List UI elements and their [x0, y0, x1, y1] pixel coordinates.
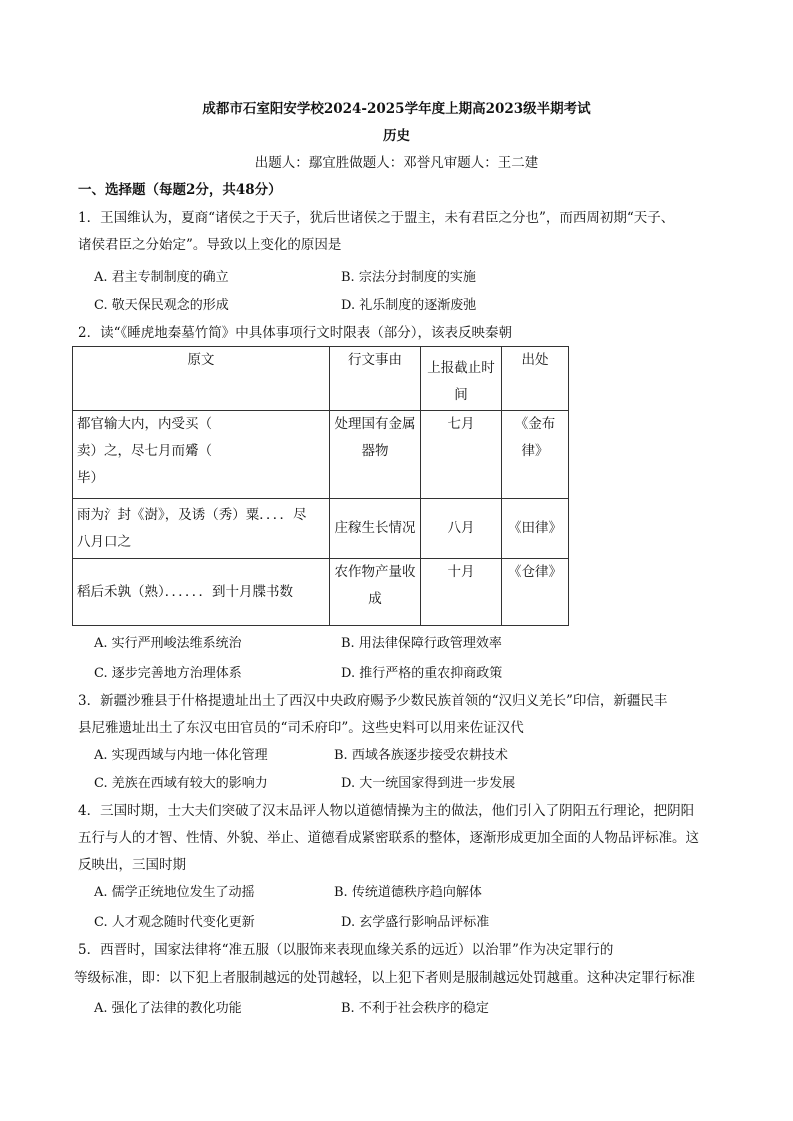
table-cell-reason: 庄稼生长情况 [330, 499, 421, 559]
q2-option-d: D. 推行严格的重农抑商政策 [341, 666, 503, 681]
cell-line: 毕） [77, 470, 104, 486]
q1-stem-line1: 1．王国维认为，夏商“诸侯之于天子，犹后世诸侯之于盟主，未有君臣之分也”，而西周初期“天子、 [78, 210, 675, 226]
table-header-cell [421, 347, 502, 411]
q4-stem-line2: 五行与人的才智、性情、外貌、举止、道德看成紧密联系的整体，逐渐形成更加全面的人物品评标准。这 [78, 830, 699, 846]
exam-title: 成都市石室阳安学校2024-2025学年度上期高2023级半期考试 [202, 101, 591, 117]
table-cell-source: 《田律》 [502, 499, 569, 559]
table-cell-text: 稻后禾孰（熟）．．．．．．到十月牒书数 [73, 559, 330, 626]
cell-line: 器物 [361, 443, 389, 459]
table-cell-deadline: 七月 [421, 411, 502, 499]
table-cell-source: 《仓律》 [502, 559, 569, 626]
q5-stem-line1: 5．西晋时，国家法律将“准五服（以服饰来表现血缘关系的远近）以治罪”作为决定罪行的 [78, 942, 614, 958]
q4-option-b: B. 传统道德秩序趋向解体 [334, 885, 482, 900]
q3-option-d: D. 大一统国家得到进一步发展 [341, 776, 516, 791]
subject-title: 历史 [383, 128, 410, 144]
cell-line: 都官输大内，内受买（ [77, 416, 212, 432]
q5-option-b: B. 不利于社会秩序的稳定 [341, 1001, 489, 1016]
table-cell-reason [330, 411, 421, 499]
table-header-row [73, 347, 569, 411]
table-header-cell: 原文 [73, 347, 330, 411]
cell-line: 农作物产量收 [334, 564, 416, 580]
table-header-line: 间 [454, 387, 468, 403]
q2-option-c: C. 逐步完善地方治理体系 [94, 666, 242, 681]
cell-line: 八月口之 [77, 533, 131, 550]
cell-line: 《金布 [514, 416, 556, 432]
q1-option-c: C. 敬天保民观念的形成 [94, 298, 229, 313]
table-row [73, 411, 569, 499]
table-cell-deadline: 十月 [421, 559, 502, 626]
q4-option-d: D. 玄学盛行影响品评标准 [341, 915, 490, 930]
cell-line: 律》 [521, 443, 549, 459]
q4-option-c: C. 人才观念随时代变化更新 [94, 915, 255, 930]
q2-stem: 2．读“《睡虎地秦墓竹简》中具体事项行文时限表（部分），该表反映秦朝 [78, 325, 512, 341]
cell-line: 成 [368, 591, 382, 607]
authors-line: 出题人：鄢宜胜做题人：邓誉凡审题人：王二建 [254, 155, 539, 171]
q3-option-a: A. 实现西域与内地一体化管理 [94, 748, 268, 763]
table-header-cell: 行文事由 [330, 347, 421, 411]
table-cell-deadline: 八月 [421, 499, 502, 559]
q1-option-a: A. 君主专制制度的确立 [94, 270, 229, 285]
q2-table [72, 346, 569, 626]
q1-stem-line2: 诸侯君臣之分始定”。导致以上变化的原因是 [78, 237, 342, 253]
q3-option-b: B. 西域各族逐步接受农耕技术 [334, 748, 508, 763]
table-cell-reason [330, 559, 421, 626]
cell-line: 雨为氵封《澍》，及诱（秀）粟．．．．尽 [77, 506, 307, 523]
cell-line: 卖）之，尽七月而觱（ [77, 443, 212, 459]
q3-stem-line2: 县尼雅遗址出土了东汉屯田官员的“司禾府印”。这些史料可以用来佐证汉代 [78, 720, 524, 736]
q1-option-d: D. 礼乐制度的逐渐废弛 [341, 298, 477, 313]
table-cell-text [73, 499, 330, 559]
q5-option-a: A. 强化了法律的教化功能 [94, 1001, 242, 1016]
q3-option-c: C. 羌族在西域有较大的影响力 [94, 776, 268, 791]
q4-stem-line1: 4．三国时期，士大夫们突破了汉末品评人物以道德情操为主的做法，他们引入了阴阳五行理论，把阴阳 [78, 803, 695, 819]
q2-option-a: A. 实行严刑峻法维系统治 [94, 636, 242, 651]
q3-stem-line1: 3．新疆沙雅县于什格提遗址出土了西汉中央政府赐予少数民族首领的“汉归义羌长”印信，新疆民丰 [78, 693, 668, 709]
table-row [73, 559, 569, 626]
table-header-line: 上报截止时 [427, 360, 495, 376]
cell-line: 处理国有金属 [334, 416, 416, 432]
q4-option-a: A. 儒学正统地位发生了动摇 [94, 885, 255, 900]
table-row [73, 499, 569, 559]
q5-stem-line2: 等级标准，即：以下犯上者服制越远的处罚越轻，以上犯下者则是服制越远处罚越重。这种决定罪行标准 [74, 970, 695, 986]
q1-option-b: B. 宗法分封制度的实施 [341, 270, 476, 285]
table-cell-source [502, 411, 569, 499]
q2-option-b: B. 用法律保障行政管理效率 [341, 636, 502, 651]
table-cell-text [73, 411, 330, 499]
q4-stem-line3: 反映出，三国时期 [78, 857, 186, 873]
section-heading: 一、选择题（每题2分，共48分） [78, 182, 282, 198]
table-header-cell: 出处 [502, 347, 569, 411]
